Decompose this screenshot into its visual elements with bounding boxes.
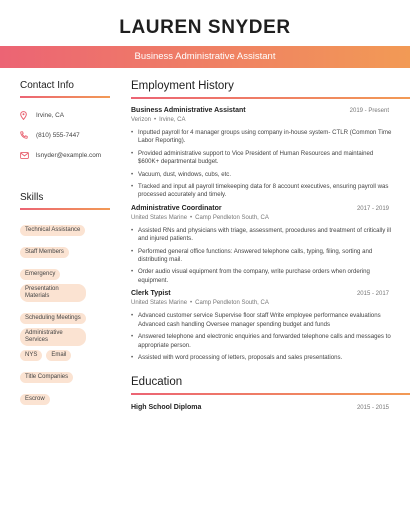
section-divider <box>20 96 110 98</box>
job-bullet: • Vacuum, dust, windows, cubs, etc. <box>131 171 393 179</box>
title-banner <box>0 46 410 68</box>
job-title: Administrative Coordinator <box>131 204 222 212</box>
job-bullet: • Assisted RNs and physicians with triage, assessment, procedures and treatment of critically ill and injured patients. <box>131 227 393 244</box>
location-pin-icon <box>20 111 36 120</box>
skill-chip: Technical Assistance <box>20 225 85 236</box>
company-name: United States Marine <box>131 300 188 307</box>
job-dates: 2019 - Present <box>349 108 389 114</box>
section-divider <box>131 393 410 395</box>
job-bullet: • Assisted with word processing of letters, proposals and sales presentations. <box>131 354 393 362</box>
candidate-name: LAUREN SNYDER <box>119 17 291 38</box>
skill-chip: NYS <box>20 350 42 361</box>
contact-list <box>20 105 110 165</box>
contact-location <box>20 105 110 125</box>
phone-text: (810) 555-7447 <box>36 131 80 139</box>
job-location: Irvine, CA <box>159 117 186 123</box>
job-bullet: • Tracked and input all payroll timekeeping data for 8 account executives, ensuring payroll was processed accurately and timely. <box>131 183 393 200</box>
job-employer: United States Marine • Camp Pendleton South, CA <box>131 214 269 221</box>
job-bullet: • Performed general office functions: Answered telephone calls, typing, filing, sorting and distributing mail. <box>131 248 393 265</box>
location-text: Irvine, CA <box>36 111 65 119</box>
job-bullet: • Answered telephone and electronic enquiries and forwarded telephone calls and messages to appropriate person. <box>131 333 393 350</box>
job-title: Clerk Typist <box>131 290 171 298</box>
job-dates: 2017 - 2019 <box>356 205 389 212</box>
skill-chip: Emergency <box>20 269 60 280</box>
section-divider <box>131 97 410 99</box>
email-icon <box>20 152 36 159</box>
degree-name: High School Diploma <box>131 404 202 412</box>
section-divider <box>20 208 110 210</box>
job-title: Business Administrative Assistant <box>131 107 246 114</box>
job-dates: 2015 - 2017 <box>356 291 389 298</box>
skill-chip: Title Companies <box>20 372 73 383</box>
employment-heading: Employment History <box>131 80 234 92</box>
skill-chip: Presentation Materials <box>20 284 86 302</box>
skill-chip: Email <box>46 350 71 361</box>
job-entry <box>131 290 410 362</box>
job-bullets <box>131 129 410 200</box>
contact-heading: Contact Info <box>20 80 74 91</box>
job-bullets <box>131 312 410 362</box>
skill-chip: Administrative Services <box>20 328 86 346</box>
job-employer: United States Marine • Camp Pendleton South, CA <box>131 300 269 307</box>
job-location: Camp Pendleton South, CA <box>195 214 269 221</box>
phone-icon <box>20 131 36 139</box>
job-bullet: • Provided administrative support to Vice President of Human Resources and maintained $600K+ departmental budget. <box>131 150 393 167</box>
left-column <box>20 80 110 409</box>
skill-chip: Staff Members <box>20 247 69 258</box>
job-title-heading: Business Administrative Assistant <box>134 51 276 62</box>
email-text[interactable]: lsnyder@example.com <box>36 151 102 159</box>
contact-email[interactable] <box>20 145 110 165</box>
skills-heading: Skills <box>20 192 44 203</box>
job-employer: Verizon • Irvine, CA <box>131 117 186 123</box>
skills-list <box>20 218 110 409</box>
education-dates: 2015 - 2015 <box>356 405 389 412</box>
job-entry <box>131 205 410 285</box>
education-heading: Education <box>131 376 183 389</box>
company-name: Verizon <box>131 117 152 123</box>
job-bullet: • Inputted payroll for 4 manager groups using company in-house system- CTLR (Common Time Labor Reporting). <box>131 129 393 146</box>
job-entry <box>131 107 410 200</box>
job-bullets <box>131 227 410 285</box>
education-entry <box>131 404 389 411</box>
contact-phone <box>20 125 110 145</box>
company-name: United States Marine <box>131 214 188 221</box>
skill-chip: Scheduling Meetings <box>20 313 86 324</box>
job-bullet: • Advanced customer service Supervise floor staff Write employee performance evaluations Advanced cash handling Oversee manager spending budget and funds <box>131 312 393 329</box>
right-column <box>131 80 410 411</box>
job-location: Camp Pendleton South, CA <box>195 300 269 307</box>
job-bullet: • Order audio visual equipment from the company, write purchase orders when ordering equipment. <box>131 268 393 285</box>
skill-chip: Escrow <box>20 394 50 405</box>
